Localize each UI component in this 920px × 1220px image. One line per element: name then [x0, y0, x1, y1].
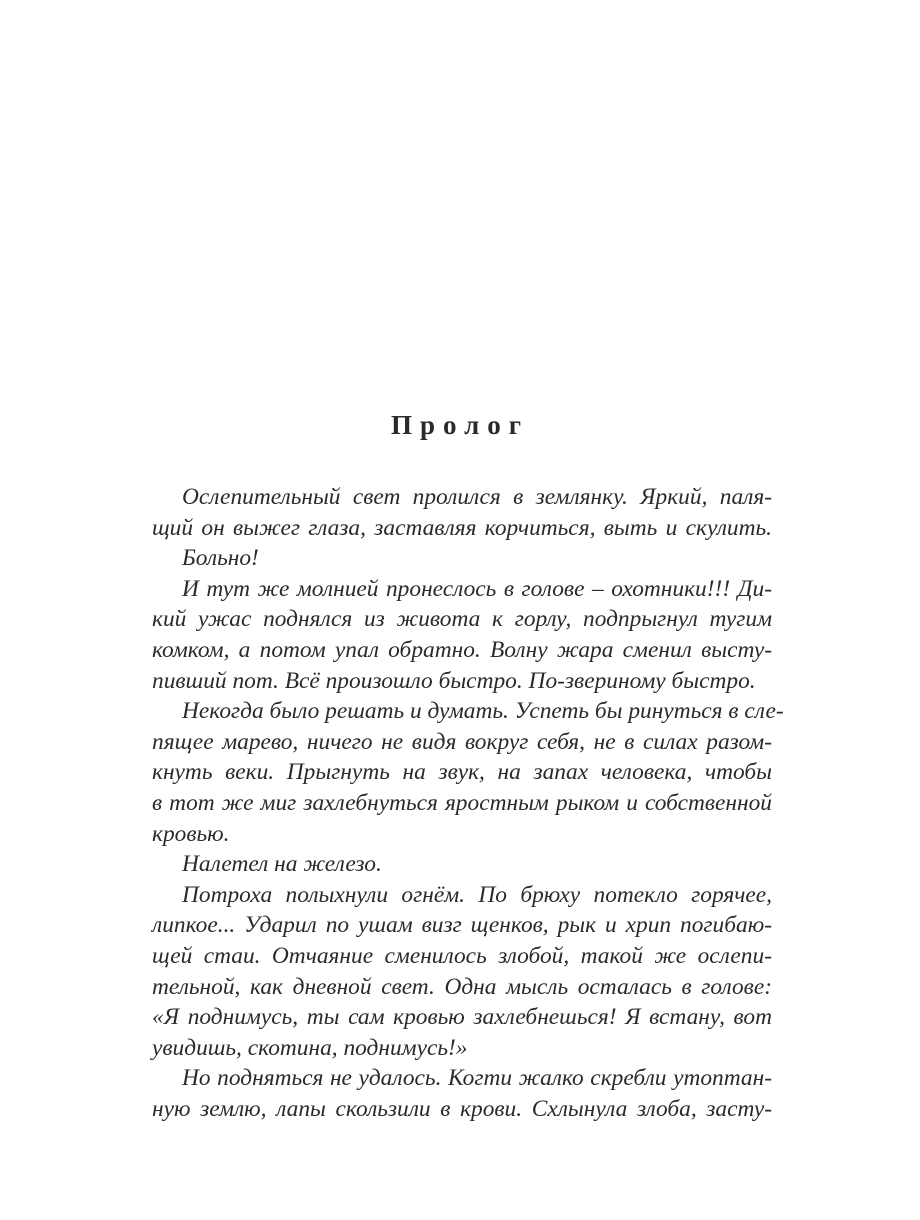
text-line: «Я поднимусь, ты сам кровью захлебнешься! Я встану, вот — [152, 1004, 772, 1031]
text-line: пивший пот. Всё произошло быстро. По-звериному быстро. — [152, 667, 756, 694]
text-line: И тут же молнией пронеслось в голове – охотники!!! Ди- — [182, 575, 772, 602]
text-line: в тот же миг захлебнуться яростным рыком и собственной — [152, 789, 772, 816]
prologue-text — [152, 482, 784, 1124]
text-line: тельной, как дневной свет. Одна мысль осталась в голове: — [152, 973, 772, 1000]
text-line: Но подняться не удалось. Когти жалко скребли утоптан- — [182, 1065, 772, 1092]
text-line: Ослепительный свет пролился в землянку. Яркий, паля- — [182, 484, 772, 510]
text-line: Больно! — [182, 545, 259, 572]
text-line: увидишь, скотина, поднимусь!» — [152, 1034, 468, 1061]
chapter-title: Пролог — [390, 410, 530, 440]
text-line: кий ужас поднялся из живота к горлу, подпрыгнул тугим — [152, 606, 772, 633]
text-line: липкое... Ударил по ушам визг щенков, рык и хрип погибаю- — [152, 912, 772, 939]
text-line: кнуть веки. Прыгнуть на звук, на запах человека, чтобы — [152, 759, 772, 786]
text-line: кровью. — [152, 820, 230, 847]
text-line: Налетел на железо. — [182, 851, 382, 878]
text-line: Некогда было решать и думать. Успеть бы ринуться в сле- — [182, 698, 784, 725]
text-line: пящее марево, ничего не видя вокруг себя, не в силах разом- — [152, 728, 772, 755]
text-line: Потроха полыхнули огнём. По брюху потекло горячее, — [182, 881, 772, 908]
text-line: комком, а потом упал обратно. Волну жара сменил высту- — [152, 636, 772, 663]
text-line: щий он выжег глаза, заставляя корчиться, выть и скулить. — [152, 514, 772, 541]
text-line: ную землю, лапы скользили в крови. Схлынула злоба, засту- — [152, 1095, 772, 1122]
text-line: щей стаи. Отчаяние сменилось злобой, такой же ослепи- — [152, 942, 772, 969]
